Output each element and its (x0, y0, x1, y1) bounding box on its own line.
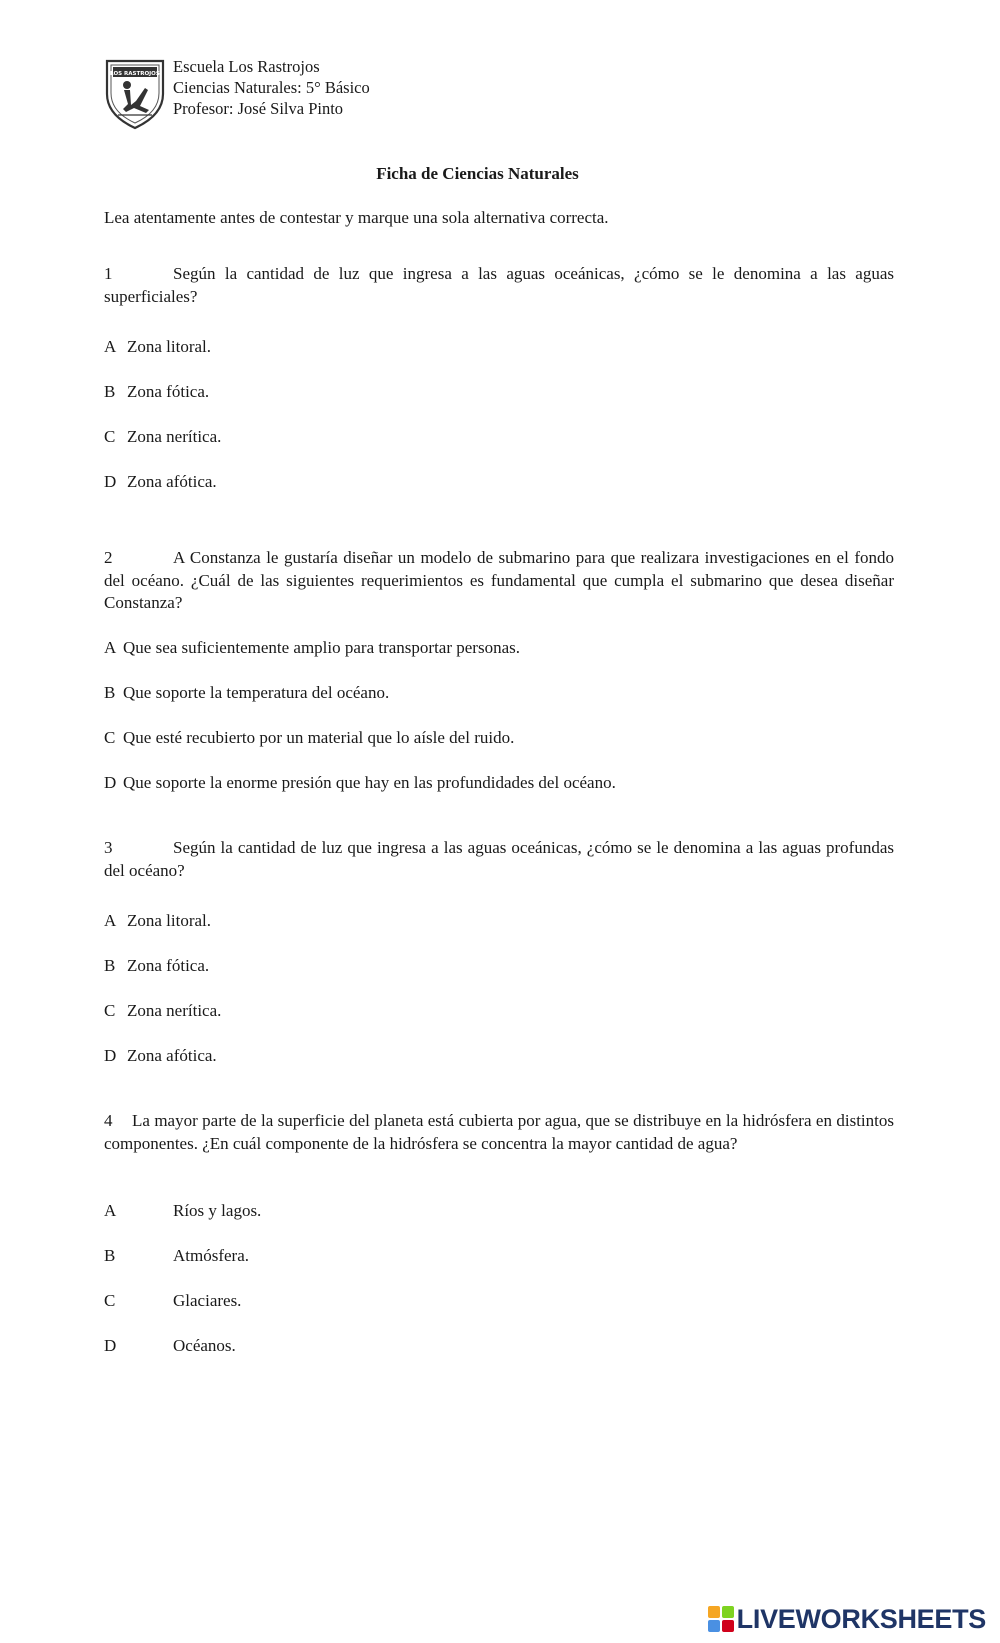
option-2c[interactable]: C Que esté recubierto por un material que lo aísle del ruido. (104, 728, 515, 747)
option-3a[interactable]: A Zona litoral. (104, 911, 212, 930)
liveworksheets-logo-icon (708, 1606, 734, 1632)
option-2a[interactable]: A Que sea suficientemente amplio para transportar personas. (104, 638, 520, 657)
svg-text:LOS RASTROJOS: LOS RASTROJOS (110, 71, 160, 77)
course-name: Ciencias Naturales: 5° Básico (173, 78, 370, 97)
question-4 (104, 1110, 894, 1155)
question-3 (104, 837, 894, 882)
question-number: 1 (104, 264, 113, 283)
option-2b[interactable]: B Que soporte la temperatura del océano. (104, 683, 390, 702)
question-2 (104, 547, 894, 615)
logo-square (708, 1620, 720, 1632)
option-4d[interactable]: D Océanos. (104, 1336, 236, 1355)
option-1a[interactable]: A Zona litoral. (104, 337, 212, 356)
option-1b[interactable]: B Zona fótica. (104, 382, 210, 401)
option-3c[interactable]: C Zona nerítica. (104, 1001, 222, 1020)
option-3d[interactable]: D Zona afótica. (104, 1046, 217, 1065)
question-number: 3 (104, 838, 113, 857)
option-1d[interactable]: D Zona afótica. (104, 472, 217, 491)
option-4c[interactable]: C Glaciares. (104, 1291, 242, 1310)
question-text: La mayor parte de la superficie del planeta está cubierta por agua, que se distribuye en la hidrósfera en distintos componentes. ¿En cuál componente de la hidrósfera se concentra la mayor cantidad de agua? (104, 1111, 894, 1153)
header-text (173, 56, 473, 119)
question-text: Según la cantidad de luz que ingresa a las aguas oceánicas, ¿cómo se le denomina a las aguas profundas del océano? (104, 838, 894, 880)
option-3b[interactable]: B Zona fótica. (104, 956, 210, 975)
option-4b[interactable]: B Atmósfera. (104, 1246, 250, 1265)
option-4a[interactable]: A Ríos y lagos. (104, 1201, 262, 1220)
teacher-name: Profesor: José Silva Pinto (173, 99, 344, 118)
school-name: Escuela Los Rastrojos (173, 57, 320, 76)
page-title: Ficha de Ciencias Naturales (376, 164, 579, 183)
instructions: Lea atentamente antes de contestar y marque una sola alternativa correcta. (104, 208, 609, 227)
liveworksheets-watermark[interactable] (708, 1603, 986, 1635)
option-2d[interactable]: D Que soporte la enorme presión que hay en las profundidades del océano. (104, 773, 616, 792)
logo-square (722, 1606, 734, 1618)
logo-square (722, 1620, 734, 1632)
liveworksheets-text: LIVEWORKSHEETS (736, 1603, 986, 1634)
question-number: 2 (104, 548, 113, 567)
question-1 (104, 263, 894, 308)
option-1c[interactable]: C Zona nerítica. (104, 427, 222, 446)
question-text: A Constanza le gustaría diseñar un modelo de submarino para que realizara investigaciones en el fondo del océano. ¿Cuál de las siguientes requerimientos es fundamental que cumpla el submarino que desea diseñar Constanza? (104, 548, 894, 612)
question-text: Según la cantidad de luz que ingresa a las aguas oceánicas, ¿cómo se le denomina a las aguas superficiales? (104, 264, 894, 306)
question-number: 4 (104, 1111, 113, 1130)
logo-square (708, 1606, 720, 1618)
school-crest-logo (104, 58, 166, 130)
